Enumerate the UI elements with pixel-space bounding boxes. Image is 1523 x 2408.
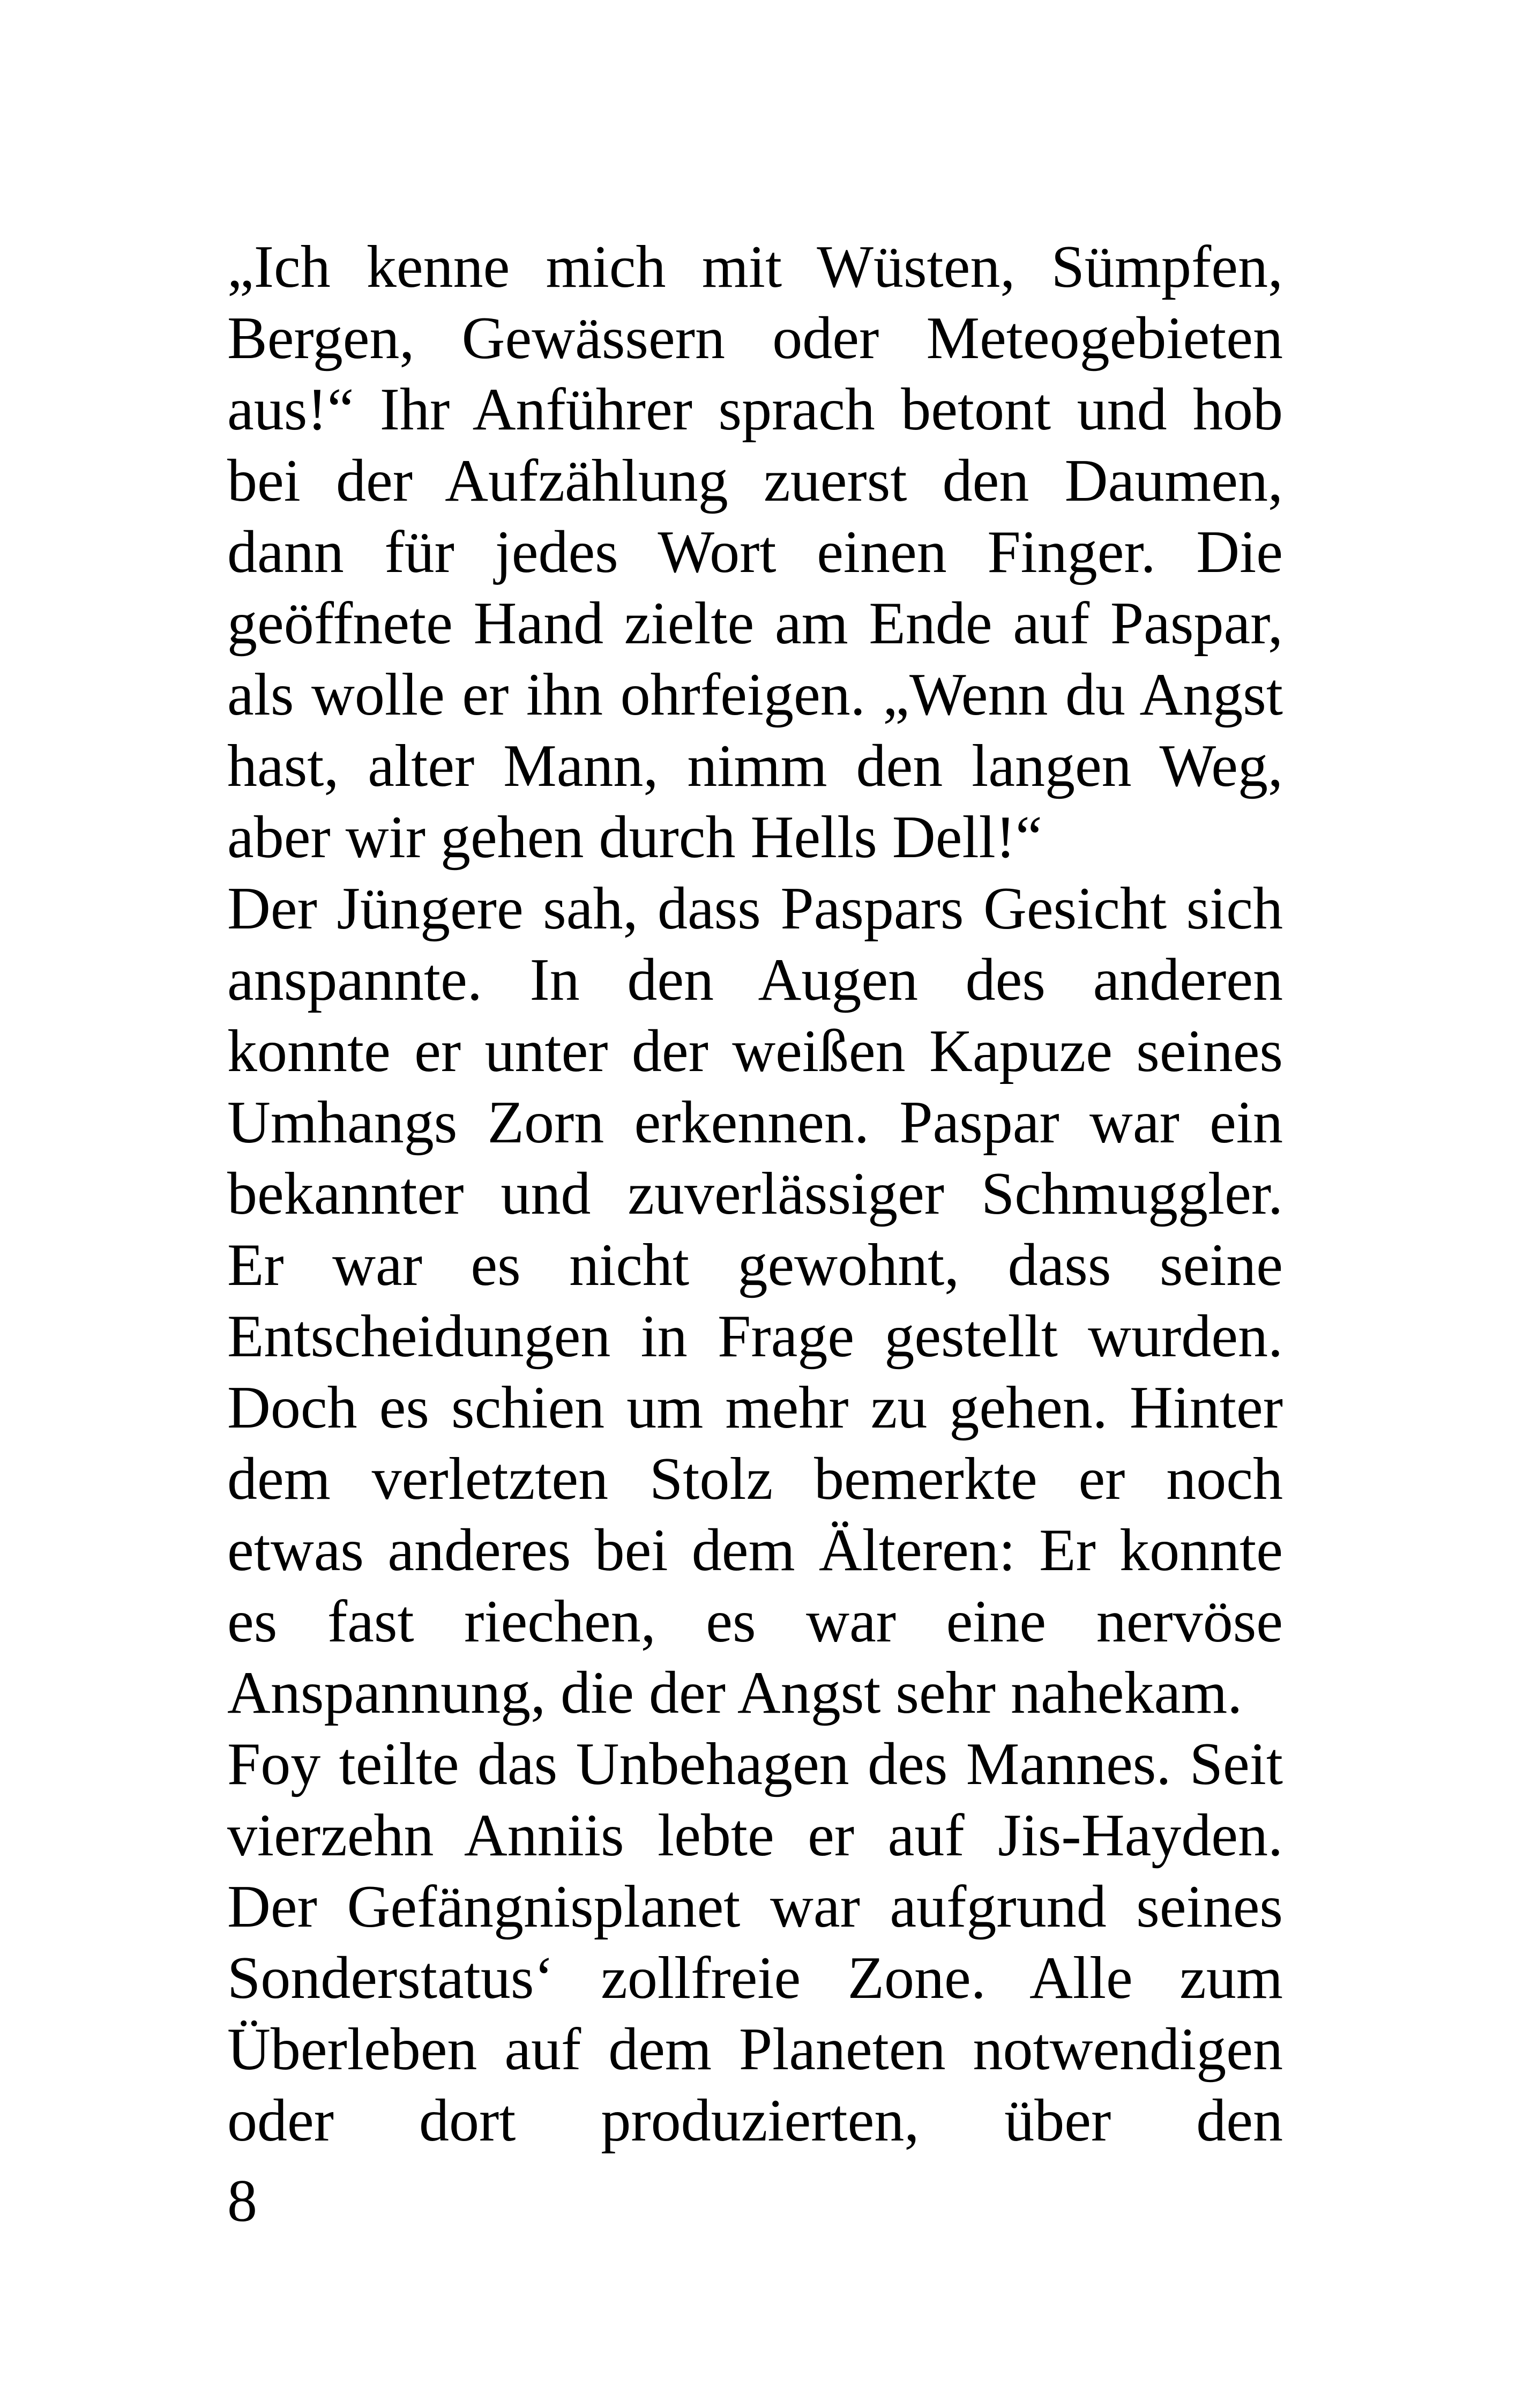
text-line: als wolle er ihn ohrfeigen. „Wenn du Angst [227,662,1283,728]
text-line: vierzehn Anniis lebte er auf Jis-Hayden. [227,1802,1283,1869]
text-line: Bergen, Gewässern oder Meteogebieten [227,305,1283,371]
text-line: es fast riechen, es war eine nervöse [227,1588,1283,1655]
body-text [227,232,1283,2157]
text-line: Foy teilte das Unbehagen des Mannes. Seit [227,1731,1283,1797]
text-line: etwas anderes bei dem Älteren: Er konnte [227,1517,1283,1584]
text-line: dann für jedes Wort einen Finger. Die [227,519,1283,585]
text-line: konnte er unter der weißen Kapuze seines [227,1018,1283,1084]
text-line: Sonderstatus‘ zollfreie Zone. Alle zum [227,1945,1283,2011]
text-line: dem verletzten Stolz bemerkte er noch [227,1446,1283,1512]
text-line: Überleben auf dem Planeten notwendigen [227,2016,1283,2083]
text-line: hast, alter Mann, nimm den langen Weg, [227,733,1283,799]
text-line: oder dort produzierten, über den [227,2087,1283,2154]
text-line: Der Gefängnisplanet war aufgrund seines [227,1874,1283,1940]
text-line: geöffnete Hand zielte am Ende auf Paspar, [227,590,1283,657]
text-line: bei der Aufzählung zuerst den Daumen, [227,448,1283,514]
text-line: aber wir gehen durch Hells Dell!“ [227,804,1042,871]
text-line: „Ich kenne mich mit Wüsten, Sümpfen, [227,234,1283,300]
text-line: Entscheidungen in Frage gestellt wurden. [227,1303,1283,1370]
text-line: aus!“ Ihr Anführer sprach betont und hob [227,376,1283,443]
text-line: Er war es nicht gewohnt, dass seine [227,1232,1283,1298]
text-line: Doch es schien um mehr zu gehen. Hinter [227,1374,1283,1441]
text-line: Umhangs Zorn erkennen. Paspar war ein [227,1089,1283,1156]
text-line: Der Jüngere sah, dass Paspars Gesicht sich [227,875,1283,942]
text-line: Anspannung, die der Angst sehr nahekam. [227,1660,1243,1726]
text-line: bekannter und zuverlässiger Schmuggler. [227,1161,1283,1227]
text-line: anspannte. In den Augen des anderen [227,947,1283,1013]
page-number: 8 [227,2168,257,2234]
